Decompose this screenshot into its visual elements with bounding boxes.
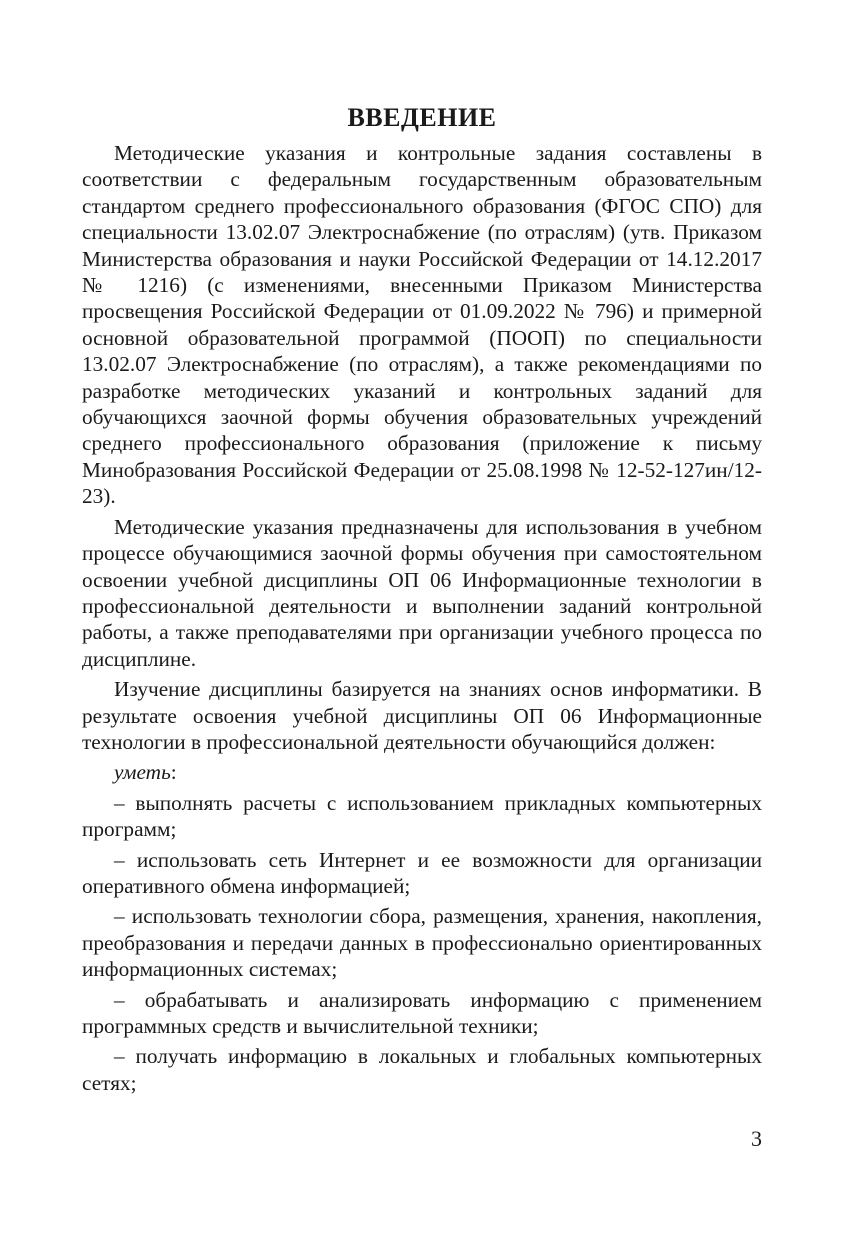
intro-paragraph-1: Методические указания и контрольные задания составлены в соответствии с федеральным государственным образовательным стандартом среднего профессионального образования (ФГОС СПО) для специальности 13.02.07 Электроснабжение (по отраслям) (утв. Приказом Министерства образования и науки Российской Федерации от 14.12.2017 № 1216) (с изменениями, внесенными Приказом Министерства просвещения Российской Федерации от 01.09.2022 № 796) и примерной основной образовательной программой (ПООП) по специальности 13.02.07 Электроснабжение (по отраслям), а также рекомендациями по разработке методических указаний и контрольных заданий для обучающихся заочной формы обучения образовательных учреждений среднего профессионального образования (приложение к письму Минобразования Российской Федерации от 25.08.1998 № 12-52-127ин/12-23). (82, 141, 762, 509)
skill-item: – обрабатывать и анализировать информацию с применением программных средств и вычислительной техники; (82, 987, 762, 1038)
skill-item: – получать информацию в локальных и глобальных компьютерных сетях; (82, 1044, 762, 1095)
skills-label-suffix: : (170, 760, 177, 785)
document-page (82, 100, 762, 1096)
skill-item: – выполнять расчеты с использованием прикладных компьютерных программ; (82, 790, 762, 842)
skills-label: уметь (114, 760, 171, 785)
page-number: 3 (751, 1126, 762, 1151)
skill-item: – использовать технологии сбора, размещения, хранения, накопления, преобразования и передачи данных в профессионально ориентированных информационных системах; (82, 904, 762, 982)
skill-item: – использовать сеть Интернет и ее возможности для организации оперативного обмена информацией; (82, 847, 762, 898)
skills-heading (82, 759, 762, 785)
intro-paragraph-2: Методические указания предназначены для использования в учебном процессе обучающимися заочной формы обучения при самостоятельном освоении учебной дисциплины ОП 06 Информационные технологии в профессиональной деятельности и выполнении заданий контрольной работы, а также преподавателями при организации учебного процесса по дисциплине. (82, 514, 762, 671)
section-title: ВВЕДЕНИЕ (347, 103, 497, 132)
intro-paragraph-3: Изучение дисциплины базируется на знаниях основ информатики. В результате освоения учебной дисциплины ОП 06 Информационные технологии в профессиональной деятельности обучающийся должен: (82, 677, 762, 754)
